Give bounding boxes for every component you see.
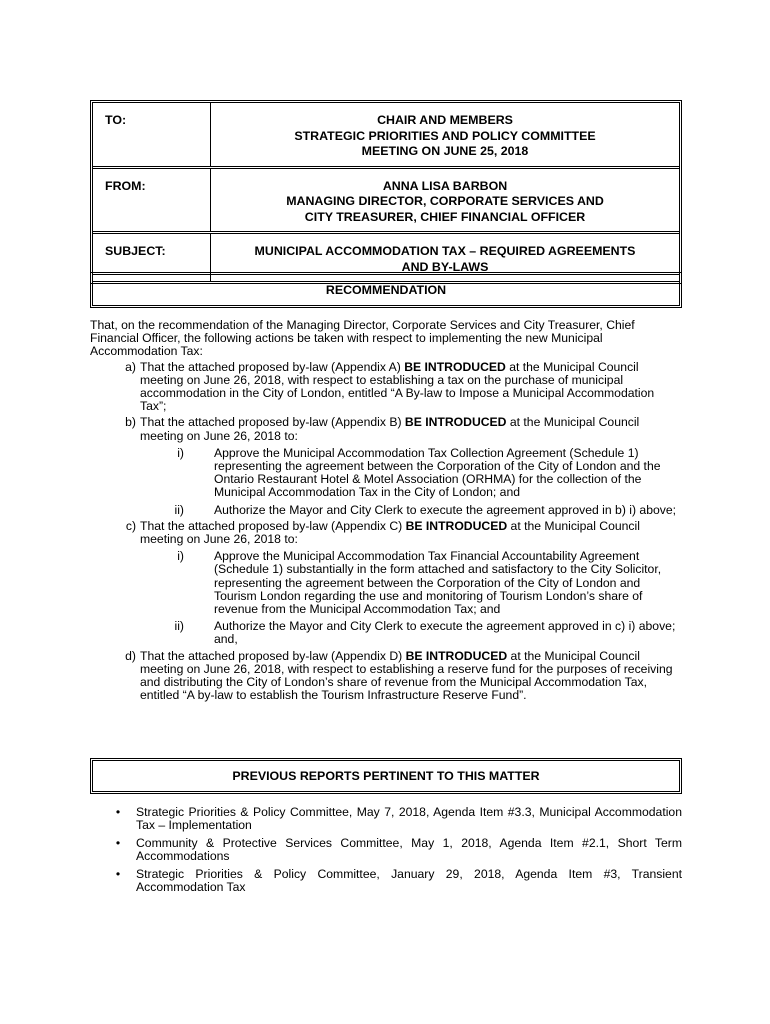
recommendation-item-d <box>90 650 682 703</box>
to-value <box>211 103 679 166</box>
recommendation-intro: That, on the recommendation of the Managing Director, Corporate Services and City Treasurer, Chief Financial Officer, the following actions be taken with respect to implementing the new Municipal Accommodation Tax: <box>90 318 635 359</box>
item-text-bold: BE INTRODUCED <box>405 648 508 663</box>
previous-reports-heading: PREVIOUS REPORTS PERTINENT TO THIS MATTER <box>232 769 540 783</box>
to-label: TO: <box>93 103 211 166</box>
recommendation-item-a <box>90 361 682 414</box>
to-line: STRATEGIC PRIORITIES AND POLICY COMMITTEE <box>294 128 596 143</box>
subject-line: MUNICIPAL ACCOMMODATION TAX – REQUIRED AGREEMENTS <box>254 244 636 258</box>
item-text-pre: That the attached proposed by-law (Appendix C) <box>140 518 406 533</box>
item-marker: b) <box>125 415 136 430</box>
recommendation-item-c <box>90 520 682 647</box>
to-row <box>93 103 679 166</box>
to-line: MEETING ON JUNE 25, 2018 <box>361 144 529 158</box>
list-item-text: Strategic Priorities & Policy Committee, January 29, 2018, Agenda Item #3, Transient Accommodation Tax <box>136 866 682 895</box>
memo-header-table <box>90 100 682 284</box>
from-line: MANAGING DIRECTOR, CORPORATE SERVICES AND <box>286 194 604 208</box>
bullet-marker: • <box>115 835 121 850</box>
recommendation-heading: RECOMMENDATION <box>325 283 447 297</box>
subitem-marker: ii) <box>174 502 184 517</box>
item-text-post: at the Municipal Council meeting on June 26, 2018, with respect to establishing a reserve fund for the purposes of receiving and distributing the City of London’s share of revenue from the Municipal Accommodation Tax, entitled “A by-law to establish the Tourism Infrastructure Reserve Fund”. <box>140 648 673 703</box>
item-text-pre: That the attached proposed by-law (Appendix A) <box>140 359 405 374</box>
previous-reports-list <box>90 806 682 898</box>
from-label: FROM: <box>93 169 211 232</box>
list-item-text: Community & Protective Services Committee, May 1, 2018, Agenda Item #2.1, Short Term Accommodations <box>136 835 682 864</box>
item-text-pre: That the attached proposed by-law (Appendix D) <box>140 648 406 663</box>
item-marker: c) <box>125 518 136 533</box>
subject-line: AND BY-LAWS <box>401 259 489 274</box>
subitem-text: Approve the Municipal Accommodation Tax Financial Accountability Agreement (Schedule 1) substantially in the form attached and satisfactory to the City Solicitor, representing the agreement between the Corporation of the City of London and Tourism London regarding the use and monitoring of Tourism London’s share of revenue from the Municipal Accommodation Tax; and <box>214 549 662 617</box>
subitem-marker: ii) <box>174 619 184 634</box>
previous-reports-heading-box <box>90 758 682 794</box>
item-text <box>136 650 682 703</box>
item-text-post: at the Municipal Council meeting on June 26, 2018 to: <box>140 415 640 443</box>
bullet-marker: • <box>115 805 121 819</box>
bullet-marker: • <box>115 866 121 881</box>
item-text <box>136 520 682 647</box>
item-text-bold: BE INTRODUCED <box>404 359 506 374</box>
item-text-post: at the Municipal Council meeting on June 26, 2018 to: <box>140 518 640 547</box>
list-item <box>90 806 682 833</box>
recommendation-body <box>90 319 682 702</box>
item-marker: d) <box>125 648 136 663</box>
item-marker: a) <box>125 359 136 374</box>
subitem-marker: i) <box>177 549 184 564</box>
list-item-text: Strategic Priorities & Policy Committee, May 7, 2018, Agenda Item #3.3, Municipal Accommodation Tax – Implementation <box>136 805 682 833</box>
list-item <box>90 868 682 895</box>
subitem-c-i <box>140 550 682 616</box>
from-line: CITY TREASURER, CHIEF FINANCIAL OFFICER <box>304 209 586 224</box>
subitem-b-ii <box>140 504 682 517</box>
subitem-c-ii <box>140 620 682 646</box>
from-line: ANNA LISA BARBON <box>382 178 508 193</box>
subitem-text: Authorize the Mayor and City Clerk to execute the agreement approved in b) i) above; <box>214 502 677 517</box>
recommendation-heading-box <box>90 272 682 308</box>
subitem-text: Approve the Municipal Accommodation Tax Collection Agreement (Schedule 1) representing the agreement between the Corporation of the City of London and the Ontario Restaurant Hotel & Motel Association (ORHMA) for the collection of the Municipal Accommodation Tax in the City of London; and <box>214 445 661 500</box>
item-text-bold: BE INTRODUCED <box>404 415 507 430</box>
item-text-bold: BE INTRODUCED <box>405 518 508 533</box>
item-text-pre: That the attached proposed by-law (Appendix B) <box>140 415 405 430</box>
from-row <box>93 166 679 232</box>
subitem-b-i <box>140 447 682 500</box>
subitem-text: Authorize the Mayor and City Clerk to execute the agreement approved in c) i) above; and, <box>214 619 676 647</box>
recommendation-item-b <box>90 416 682 516</box>
subject-label: SUBJECT: <box>93 234 211 281</box>
item-text-post: at the Municipal Council meeting on June 26, 2018, with respect to establishing a tax on the purchase of municipal accommodation in the City of London, entitled “A By-law to Impose a Municipal Accommodation Tax”; <box>140 359 655 414</box>
to-line: CHAIR AND MEMBERS <box>377 113 513 127</box>
item-text <box>136 416 682 516</box>
from-value <box>211 169 679 232</box>
subitem-marker: i) <box>177 445 184 460</box>
item-text <box>136 361 682 414</box>
list-item <box>90 837 682 864</box>
